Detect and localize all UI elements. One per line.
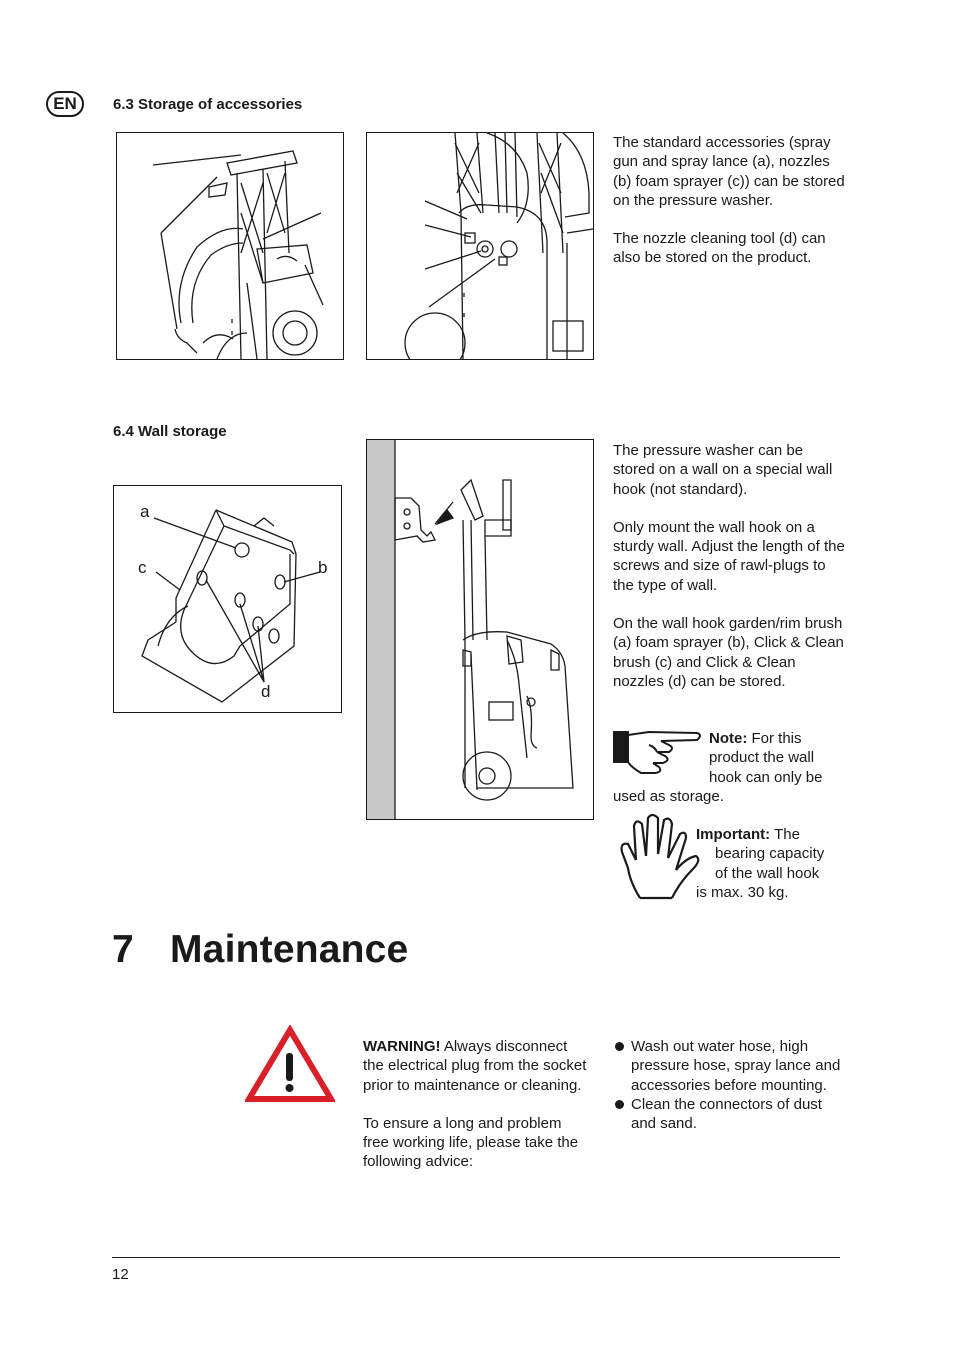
label-a: a bbox=[140, 502, 150, 521]
warning-triangle-icon bbox=[245, 1025, 335, 1103]
chapter-heading bbox=[112, 928, 408, 972]
warning-text bbox=[363, 1037, 588, 1172]
maintenance-bullets bbox=[614, 1037, 844, 1133]
figure-storage-front bbox=[116, 132, 344, 360]
language-badge: EN bbox=[46, 91, 84, 117]
section-6-4-text bbox=[613, 441, 845, 691]
label-b: b bbox=[318, 558, 328, 577]
chapter-title: Maintenance bbox=[170, 928, 409, 971]
note-label: Note: bbox=[709, 730, 748, 747]
footer-divider bbox=[112, 1257, 840, 1258]
section-6-4-title: 6.4 Wall storage bbox=[113, 423, 227, 440]
figure-wall-hook bbox=[113, 485, 342, 713]
section-6-3-text bbox=[613, 133, 845, 268]
paragraph: The pressure washer can be stored on a wall on a special wall hook (not standard). bbox=[613, 442, 833, 498]
note-text-head: Note: For this product the wall hook can only be bbox=[709, 730, 823, 786]
list-item: Clean the connectors of dust and sand. bbox=[614, 1095, 844, 1134]
paragraph: On the wall hook garden/rim brush (a) foam sprayer (b), Click & Clean brush (c) and Click & Clean nozzles (d) can be stored. bbox=[613, 615, 844, 690]
page-number: 12 bbox=[112, 1266, 129, 1283]
note-text-tail: used as storage. bbox=[613, 788, 724, 805]
section-6-3-title: 6.3 Storage of accessories bbox=[113, 96, 303, 113]
label-d: d bbox=[261, 682, 271, 701]
warning-body: Always disconnect the electrical plug from the socket prior to maintenance or cleaning. bbox=[363, 1038, 587, 1094]
figure-storage-rear bbox=[366, 132, 594, 360]
paragraph: The standard accessories (spray gun and spray lance (a), nozzles (b) foam sprayer (c)) can be stored on the pressure washer. bbox=[613, 134, 845, 209]
warning-label: WARNING! bbox=[363, 1038, 441, 1055]
stop-hand-icon bbox=[620, 812, 700, 904]
pointing-hand-icon bbox=[613, 729, 707, 775]
important-text: Important: The bearing capacity of the wall hook is max. 30 kg. bbox=[696, 826, 825, 901]
chapter-number: 7 bbox=[112, 928, 134, 971]
label-c: c bbox=[138, 558, 147, 577]
warning-paragraph bbox=[363, 1037, 588, 1095]
advice-paragraph: To ensure a long and problem free working life, please take the following advice: bbox=[363, 1114, 579, 1171]
paragraph: Only mount the wall hook on a sturdy wall. Adjust the length of the screws and size of rawl-plugs to the type of wall. bbox=[613, 518, 845, 594]
important-label: Important: bbox=[696, 826, 771, 843]
figure-washer-on-wall bbox=[366, 439, 594, 820]
list-item: Wash out water hose, high pressure hose, spray lance and accessories before mounting. bbox=[614, 1037, 844, 1095]
paragraph: The nozzle cleaning tool (d) can also be stored on the product. bbox=[613, 230, 826, 267]
